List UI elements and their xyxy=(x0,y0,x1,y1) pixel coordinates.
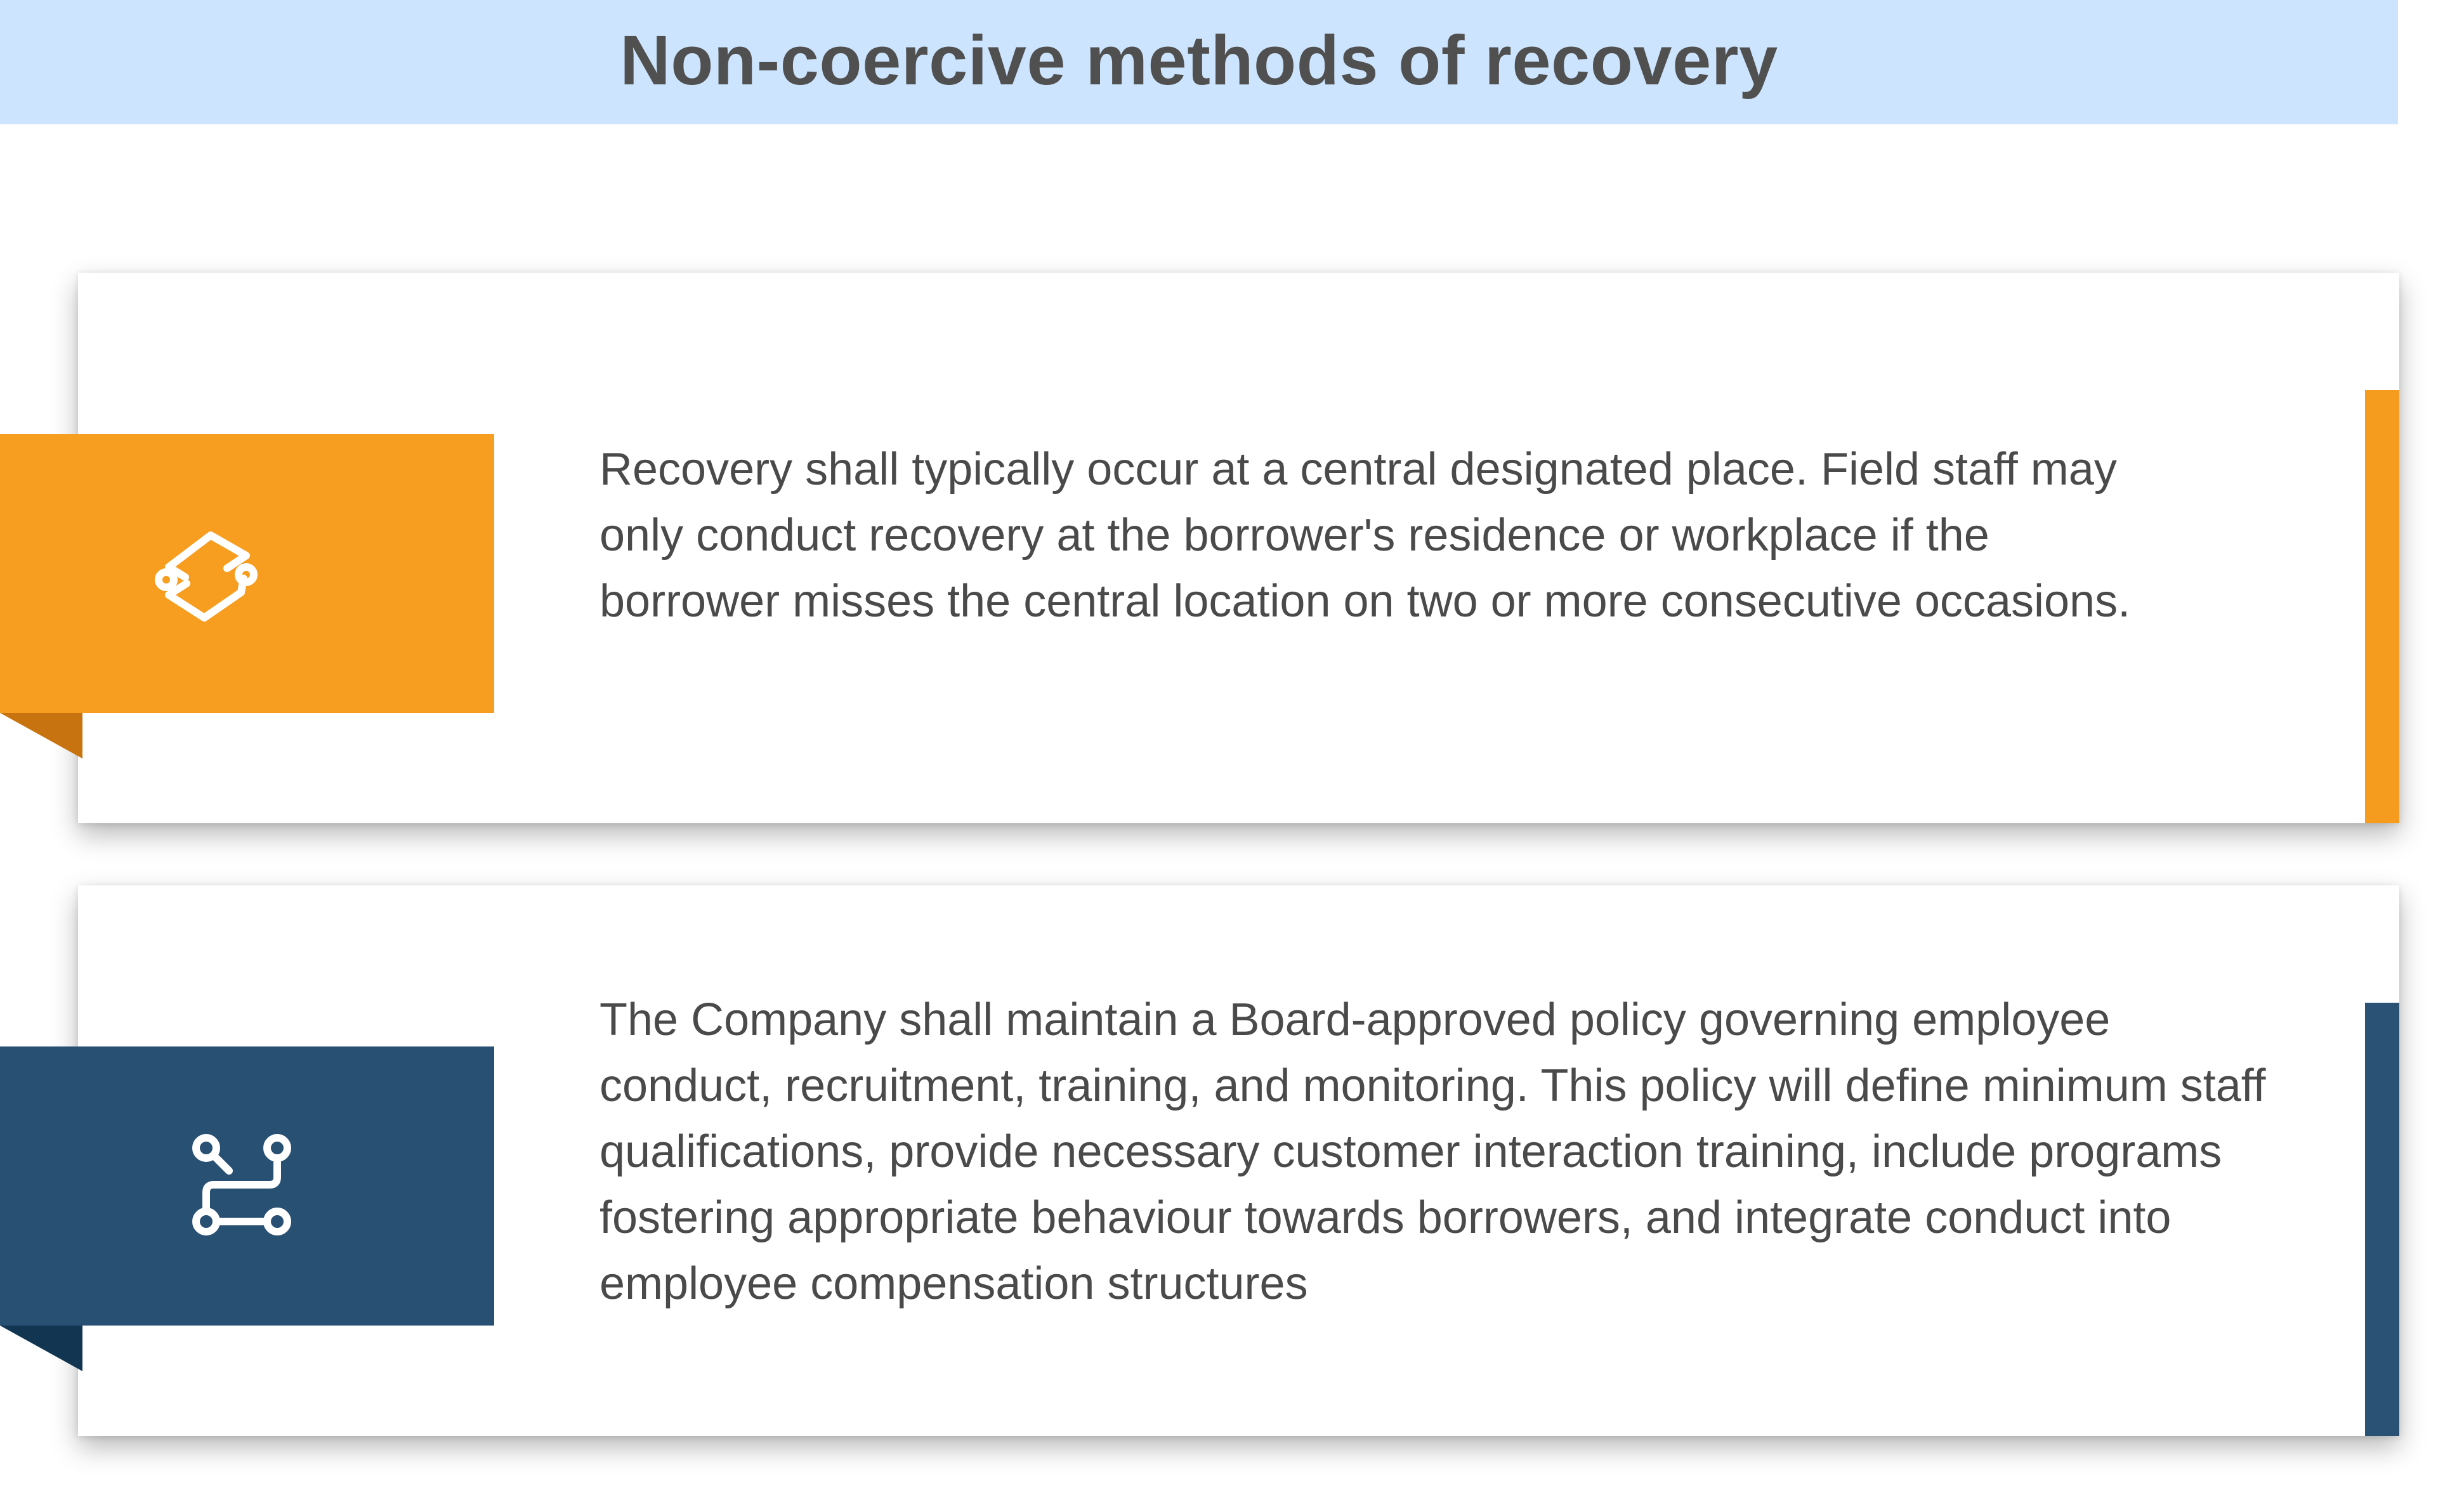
accent-bar-blue xyxy=(2365,1003,2399,1436)
recovery-location-text: Recovery shall typically occur at a central designated place. Field staff may only conduct recovery at the borrower's residence or workplace if the borrower misses the central location on two or more consecutive occasions. xyxy=(600,444,2131,627)
accent-bar-orange xyxy=(2365,390,2399,823)
blue-ribbon-fold xyxy=(0,1326,82,1371)
orange-ribbon-fold xyxy=(0,713,82,759)
route-path-icon xyxy=(146,510,273,637)
blue-ribbon xyxy=(0,1046,494,1326)
orange-ribbon xyxy=(0,434,494,713)
title-banner xyxy=(0,0,2398,124)
staff-policy-text: The Company shall maintain a Board-approved policy governing employee conduct, recruitment, training, and monitoring. This policy will define minimum staff qualifications, provide necessary customer interaction training, include programs fostering appropriate behaviour towards borrowers, and integrate conduct into employee compensation structures xyxy=(600,994,2266,1309)
page-title: Non-coercive methods of recovery xyxy=(620,21,1778,100)
connection-path-icon xyxy=(181,1123,308,1249)
